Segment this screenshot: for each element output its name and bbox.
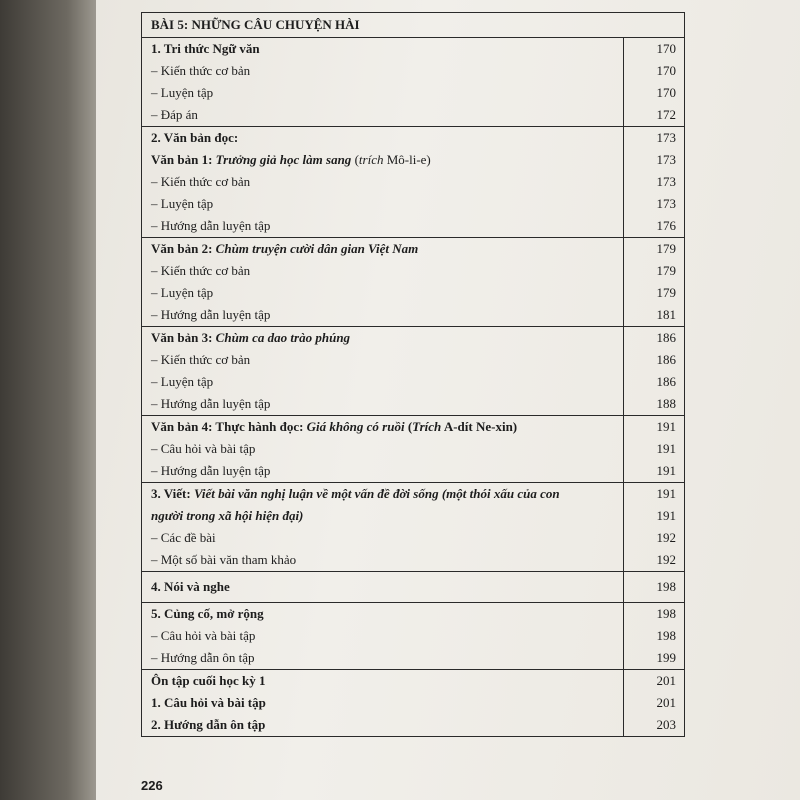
page-ref: 201 — [624, 692, 685, 714]
page-ref: 192 — [624, 549, 685, 572]
toc-item: – Hướng dẫn luyện tập — [142, 304, 624, 327]
toc-item: – Luyện tập — [142, 371, 624, 393]
toc-item: – Kiến thức cơ bản — [142, 349, 624, 371]
page-ref: 188 — [624, 393, 685, 416]
toc-row — [142, 393, 685, 416]
text-label: Văn bản 2: — [151, 241, 216, 256]
toc-row — [142, 549, 685, 572]
page-ref: 199 — [624, 647, 685, 670]
toc-item: – Các đề bài — [142, 527, 624, 549]
text-label: Văn bản 4: Thực hành đọc: — [151, 419, 307, 434]
toc-item: – Câu hỏi và bài tập — [142, 625, 624, 647]
toc-row — [142, 38, 685, 61]
page-ref: 186 — [624, 349, 685, 371]
page-ref: 198 — [624, 603, 685, 626]
page-ref: 172 — [624, 104, 685, 127]
toc-item: – Đáp án — [142, 104, 624, 127]
toc-row — [142, 527, 685, 549]
page-ref: 179 — [624, 260, 685, 282]
toc-row — [142, 82, 685, 104]
page-ref: 179 — [624, 238, 685, 261]
toc-row — [142, 647, 685, 670]
page-ref: 192 — [624, 527, 685, 549]
toc-row — [142, 171, 685, 193]
page-ref: 191 — [624, 460, 685, 483]
toc-item: – Hướng dẫn luyện tập — [142, 215, 624, 238]
toc-item: – Luyện tập — [142, 82, 624, 104]
page-ref: 203 — [624, 714, 685, 737]
toc-row — [142, 304, 685, 327]
page-ref: 173 — [624, 127, 685, 150]
toc-item: – Hướng dẫn luyện tập — [142, 393, 624, 416]
page-ref: 173 — [624, 193, 685, 215]
text-title-continued: người trong xã hội hiện đại) — [151, 508, 304, 523]
toc-row — [142, 60, 685, 82]
text-title: Viết bài văn nghị luận về một vấn đề đời sống (một thói xấu của con — [193, 486, 560, 501]
section-title: 4. Nói và nghe — [151, 579, 230, 594]
page-ref: 173 — [624, 149, 685, 171]
toc-item: – Kiến thức cơ bản — [142, 60, 624, 82]
text-title: Giá không có ruồi — [306, 419, 405, 434]
toc-row — [142, 460, 685, 483]
toc-row — [142, 603, 685, 626]
toc-header-row — [142, 13, 685, 38]
section-title: 1. Tri thức Ngữ văn — [151, 41, 260, 56]
page-ref: 201 — [624, 670, 685, 693]
toc-row — [142, 483, 685, 506]
page-ref: 179 — [624, 282, 685, 304]
page-ref: 170 — [624, 82, 685, 104]
section-title: 2. Văn bản đọc: — [151, 130, 239, 145]
toc-row — [142, 238, 685, 261]
toc-item: – Luyện tập — [142, 282, 624, 304]
section-title: 1. Câu hỏi và bài tập — [151, 695, 266, 710]
text-label: Văn bản 1: — [151, 152, 216, 167]
toc-item: – Câu hỏi và bài tập — [142, 438, 624, 460]
text-label: Văn bản 3: — [151, 330, 216, 345]
lesson-title: BÀI 5: NHỮNG CÂU CHUYỆN HÀI — [151, 17, 360, 32]
page-ref: 170 — [624, 38, 685, 61]
text-title: Chùm ca dao trào phúng — [215, 330, 351, 345]
section-title: 2. Hướng dẫn ôn tập — [151, 717, 266, 732]
toc-row — [142, 572, 685, 603]
page-ref: 191 — [624, 483, 685, 506]
toc-row — [142, 714, 685, 737]
toc-row — [142, 505, 685, 527]
page-ref: 181 — [624, 304, 685, 327]
text-title: Trưởng giả học làm sang — [215, 152, 352, 167]
toc-item: – Hướng dẫn luyện tập — [142, 460, 624, 483]
page-ref: 198 — [624, 625, 685, 647]
page-number: 226 — [141, 778, 163, 793]
toc-item: – Hướng dẫn ôn tập — [142, 647, 624, 670]
section-title: 5. Củng cố, mở rộng — [151, 606, 264, 621]
toc-row: Văn bản 4: Thực hành đọc: Giá không có ruồi (Trích A-dít Ne-xin) 191 — [142, 416, 685, 439]
toc-row — [142, 215, 685, 238]
page-ref: 191 — [624, 416, 685, 439]
toc-row — [142, 282, 685, 304]
page-ref: 170 — [624, 60, 685, 82]
table-of-contents — [141, 12, 685, 737]
page-ref: 186 — [624, 327, 685, 350]
page-ref: 191 — [624, 438, 685, 460]
toc-item: – Luyện tập — [142, 193, 624, 215]
toc-row — [142, 349, 685, 371]
toc-row — [142, 438, 685, 460]
toc-row — [142, 371, 685, 393]
toc-row — [142, 260, 685, 282]
toc-row — [142, 692, 685, 714]
toc-row: Văn bản 1: Trưởng giả học làm sang (trích Mô-li-e) 173 — [142, 149, 685, 171]
toc-item: – Kiến thức cơ bản — [142, 260, 624, 282]
toc-row — [142, 104, 685, 127]
toc-item: – Kiến thức cơ bản — [142, 171, 624, 193]
toc-row — [142, 193, 685, 215]
page-ref: 186 — [624, 371, 685, 393]
text-title: Chùm truyện cười dân gian Việt Nam — [215, 241, 419, 256]
section-title: Ôn tập cuối học kỳ 1 — [151, 673, 266, 688]
page-ref: 173 — [624, 171, 685, 193]
toc-row — [142, 327, 685, 350]
page-ref: 198 — [624, 572, 685, 603]
section-title: 3. Viết: — [151, 486, 194, 501]
toc-row — [142, 127, 685, 150]
book-spine-shadow — [0, 0, 96, 800]
page-ref: 191 — [624, 505, 685, 527]
toc-row — [142, 670, 685, 693]
toc-item: – Một số bài văn tham khảo — [142, 549, 624, 572]
page-ref: 176 — [624, 215, 685, 238]
toc-row — [142, 625, 685, 647]
